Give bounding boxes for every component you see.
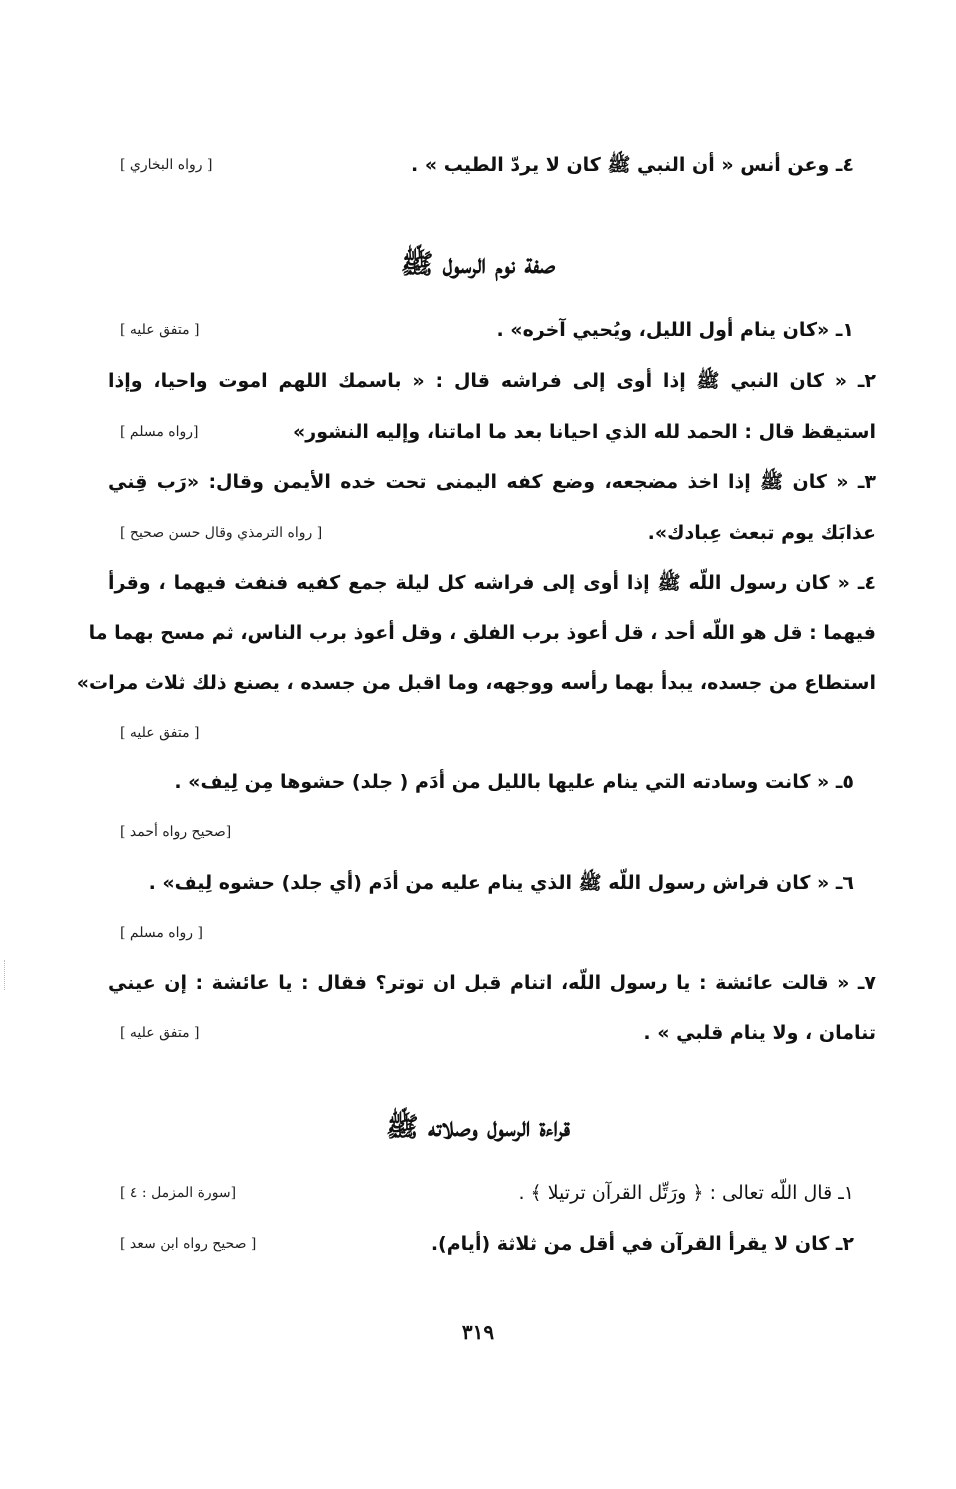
scan-edge-mark: [4, 960, 11, 990]
hadith-source: [ رواه مسلم ]: [120, 925, 203, 941]
hadith-text: تنامان ، ولا ينام قلبي » .: [643, 1022, 876, 1044]
hadith-text: ٤ـ « كان رسول اللّه ﷺ إذا أوى إلى فراشه كل ليلة جمع كفيه فنفث فيهما ، وقرأ: [108, 572, 876, 594]
section-heading-sleep: صفة نوم الرسول ﷺ: [400, 249, 556, 280]
hadith-text: ٣ـ « كان ﷺ إذا اخذ مضجعه، وضع كفه اليمنى تحت خده الأيمن وقال: «رَب قِني: [108, 471, 876, 493]
hadith-text: فيهما : قل هو اللّه أحد ، قل أعوذ برب الفلق ، وقل أعوذ برب الناس، ثم مسح بهما ما: [88, 622, 876, 644]
hadith-source: [ رواه البخاري ]: [120, 157, 213, 173]
hadith-text: استطاع من جسده، يبدأ بهما رأسه ووجهه، وما اقبل من جسده ، يصنع ذلك ثلاث مرات»: [76, 672, 876, 694]
hadith-source: [ رواه الترمذي وقال حسن صحيح ]: [120, 525, 323, 541]
hadith-text: استيقظ قال : الحمد لله الذي احيانا بعد ما اماتنا، وإليه النشور»: [293, 421, 876, 443]
hadith-text: ٦ـ « كان فراش رسول اللّه ﷺ الذي ينام عليه من أدَم (أي جلد) حشوه لِيف» .: [148, 872, 854, 894]
hadith-source: [ متفق عليه ]: [120, 725, 200, 741]
hadith-source: [سورة المزمل : ٤ ]: [120, 1185, 237, 1201]
hadith-text: ١ـ «كان ينام أول الليل، ويُحيي آخره» .: [496, 319, 854, 341]
section-heading-recitation: قراءة الرسول وصلاته ﷺ: [386, 1112, 570, 1143]
hadith-source: [ صحيح رواه ابن سعد ]: [120, 1236, 257, 1252]
hadith-text: ٧ـ « قالت عائشة : يا رسول اللّه، اتنام قبل ان توتر؟ فقال : يا عائشة : إن عيني: [108, 972, 876, 994]
hadith-source: [ متفق عليه ]: [120, 322, 200, 338]
hadith-source: [صحيح رواه أحمد ]: [120, 824, 232, 840]
hadith-text: ٢ـ كان لا يقرأ القرآن في أقل من ثلاثة (أيام).: [430, 1233, 854, 1255]
hadith-text: عذابَك يوم تبعث عِبادك».: [647, 522, 876, 544]
hadith-text: ٤ـ وعن أنس « أن النبي ﷺ كان لا يردّ الطيب » .: [411, 154, 854, 176]
page-number: ٣١٩: [461, 1320, 495, 1344]
hadith-source: [ متفق عليه ]: [120, 1025, 200, 1041]
hadith-text: ٥ـ « كانت وسادته التي ينام عليها بالليل من أدَم ( جلد) حشوها مِن لِيف» .: [174, 771, 854, 793]
hadith-source: [رواه مسلم ]: [120, 424, 199, 440]
hadith-text: ١ـ قال اللّه تعالى : ﴿ ورَتِّل القرآن ترتيلا ﴾ .: [518, 1182, 854, 1204]
hadith-text: ٢ـ « كان النبي ﷺ إذا أوى إلى فراشه قال : « باسمك اللهم اموت واحيا، وإذا: [108, 370, 876, 392]
